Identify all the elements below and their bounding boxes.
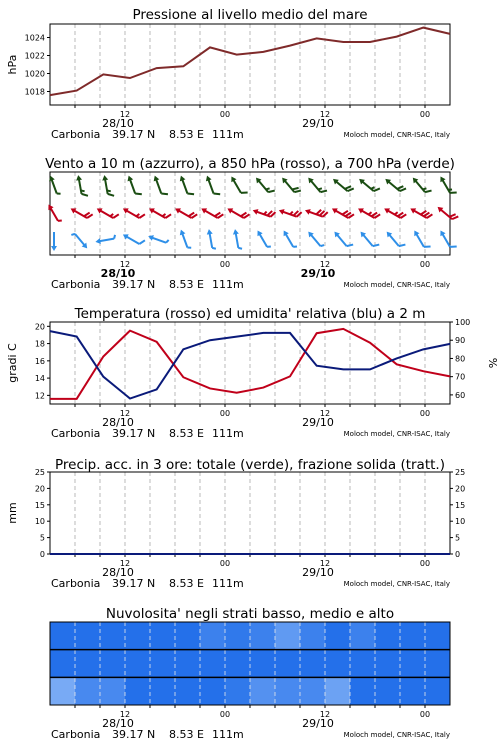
panel-title: Nuvolosita' negli strati basso, medio e alto	[105, 606, 395, 622]
wind-barb	[308, 178, 327, 193]
cloud-cell	[300, 677, 326, 705]
y-tick-label: 16	[34, 356, 45, 366]
wind-barb	[358, 208, 380, 218]
wind-barb	[123, 208, 145, 218]
wind-barb	[95, 235, 115, 244]
y-tick-label-right: 15	[455, 500, 466, 510]
cloud-cell	[400, 677, 426, 705]
wind-barb	[231, 176, 247, 192]
cloud-cell	[250, 677, 276, 705]
y-tick-label: 10	[34, 517, 45, 527]
wind-barb	[49, 176, 60, 194]
wind-barb	[71, 234, 87, 249]
wind-barb	[333, 179, 354, 191]
cloud-cell	[350, 677, 376, 705]
location-name: Carbonia	[51, 728, 101, 741]
x-tick-label: 12	[319, 710, 331, 719]
y-tick-label-right: 100	[455, 318, 471, 327]
date-label: 29/10	[300, 267, 336, 280]
cloud-cell	[275, 650, 301, 678]
cloud-cell	[375, 677, 401, 705]
x-tick-label: 12	[119, 110, 131, 119]
cloud-cell	[300, 650, 326, 678]
y-tick-label: 15	[34, 500, 45, 510]
x-tick-label: 12	[319, 559, 331, 568]
cloud-cell	[425, 677, 451, 705]
cloud-cell	[400, 650, 426, 678]
model-credit: Moloch model, CNR-ISAC, Italy	[343, 731, 450, 739]
cloud-cell	[150, 622, 176, 650]
x-tick-label: 00	[419, 710, 431, 719]
cloud-cell	[350, 622, 376, 650]
x-tick-label: 00	[419, 260, 431, 269]
wind-barb	[284, 230, 297, 246]
wind-barb	[308, 232, 324, 247]
location-lon: 8.53 E	[169, 577, 204, 590]
cloud-cell	[325, 622, 351, 650]
x-tick-label: 00	[219, 110, 231, 119]
date-label: 28/10	[102, 566, 134, 579]
panel-title: Pressione al livello medio del mare	[132, 7, 368, 23]
wind-barb	[410, 208, 432, 218]
plot-frame	[50, 24, 450, 105]
y-tick-label-right: 5	[455, 533, 461, 543]
wind-barb	[123, 234, 145, 244]
location-lon: 8.53 E	[169, 278, 204, 291]
y-tick-label-right: 20	[455, 484, 466, 494]
x-tick-label: 00	[219, 559, 231, 568]
wind-barb	[361, 232, 380, 247]
y-tick-label: 14	[34, 374, 45, 384]
cloud-cell	[200, 622, 226, 650]
x-tick-label: 12	[319, 110, 331, 119]
y-tick-label-right: 80	[455, 354, 466, 364]
location-elev: 111m	[212, 577, 244, 590]
y-axis-label: mm	[6, 502, 19, 524]
wind-barb	[148, 235, 168, 243]
cloud-cell	[200, 650, 226, 678]
wind-barb	[440, 176, 456, 192]
wind-barb	[359, 179, 380, 191]
model-credit: Moloch model, CNR-ISAC, Italy	[343, 580, 450, 588]
x-tick-label: 00	[219, 710, 231, 719]
location-elev: 111m	[212, 728, 244, 741]
cloud-cell	[275, 622, 301, 650]
cloud-cell	[350, 650, 376, 678]
wind-barb	[279, 209, 302, 217]
y-axis-label: gradi C	[6, 343, 19, 383]
cloud-cell	[50, 650, 76, 678]
wind-barb	[206, 176, 220, 195]
wind-barb	[385, 179, 406, 191]
panel-title: Vento a 10 m (azzurro), a 850 hPa (rosso), a 700 hPa (verde)	[45, 156, 455, 172]
date-label: 29/10	[302, 717, 334, 730]
location-elev: 111m	[212, 128, 244, 141]
wind-barb	[253, 209, 276, 217]
location-lon: 8.53 E	[169, 128, 204, 141]
wind-barb	[154, 176, 168, 195]
cloud-cell	[125, 677, 151, 705]
cloud-cell	[150, 650, 176, 678]
cloud-cell	[100, 677, 126, 705]
x-tick-label: 00	[219, 409, 231, 418]
cloud-cell	[250, 622, 276, 650]
wind-barb	[128, 176, 142, 195]
y-tick-label-right: 70	[455, 372, 466, 382]
wind-barb	[76, 175, 88, 196]
cloud-cell	[175, 622, 201, 650]
wind-barb	[149, 208, 171, 218]
cloud-cell	[75, 622, 101, 650]
cloud-cell	[425, 622, 451, 650]
y-tick-label: 20	[34, 484, 45, 494]
cloud-cell	[50, 677, 76, 705]
wind-barb	[51, 232, 57, 251]
x-tick-label: 00	[419, 409, 431, 418]
cloud-cell	[75, 677, 101, 705]
model-credit: Moloch model, CNR-ISAC, Italy	[343, 281, 450, 289]
location-elev: 111m	[212, 278, 244, 291]
date-label: 29/10	[302, 416, 334, 429]
model-credit: Moloch model, CNR-ISAC, Italy	[343, 430, 450, 438]
cloud-cell	[125, 650, 151, 678]
location-name: Carbonia	[51, 577, 101, 590]
wind-barb	[207, 229, 216, 249]
location-name: Carbonia	[51, 128, 101, 141]
x-tick-label: 00	[419, 559, 431, 568]
cloud-cell	[50, 622, 76, 650]
cloud-cell	[375, 650, 401, 678]
location-lat: 39.17 N	[112, 728, 156, 741]
wind-barb	[438, 207, 459, 219]
panel-title: Temperatura (rosso) ed umidita' relativa (blu) a 2 m	[74, 306, 426, 322]
location-lon: 8.53 E	[169, 427, 204, 440]
y-axis-label-right: %	[486, 357, 499, 369]
y-tick-label-right: 10	[455, 517, 466, 527]
wind-barb	[233, 229, 242, 249]
cloud-cell	[100, 650, 126, 678]
x-tick-label: 00	[219, 260, 231, 269]
wind-barb	[201, 208, 223, 218]
y-tick-label: 18	[34, 339, 45, 349]
x-tick-label: 12	[119, 559, 131, 568]
x-tick-label: 12	[119, 710, 131, 719]
cloud-cell	[325, 650, 351, 678]
location-name: Carbonia	[51, 427, 101, 440]
location-lat: 39.17 N	[112, 577, 156, 590]
plot-frame	[50, 472, 450, 554]
date-label: 28/10	[102, 117, 134, 130]
y-axis-label: hPa	[6, 54, 19, 75]
location-lat: 39.17 N	[112, 427, 156, 440]
date-label: 29/10	[302, 117, 334, 130]
wind-barb	[256, 178, 275, 193]
wind-barb	[180, 230, 191, 248]
cloud-cell	[325, 677, 351, 705]
cloud-cell	[225, 650, 251, 678]
cloud-cell	[425, 650, 451, 678]
wind-barb	[102, 175, 114, 196]
x-tick-label: 12	[319, 409, 331, 418]
model-credit: Moloch model, CNR-ISAC, Italy	[343, 131, 450, 139]
x-tick-label: 12	[319, 260, 331, 269]
wind-barb	[71, 208, 93, 218]
panel-title: Precip. acc. in 3 ore: totale (verde), frazione solida (tratt.)	[55, 457, 445, 473]
wind-barb	[282, 178, 301, 193]
cloud-cell	[100, 622, 126, 650]
wind-barb	[387, 232, 406, 247]
y-tick-label: 1024	[24, 33, 45, 43]
date-label: 29/10	[302, 566, 334, 579]
wind-barb	[180, 176, 194, 195]
location-lon: 8.53 E	[169, 728, 204, 741]
y-tick-label-right: 60	[455, 390, 466, 400]
y-tick-label-right: 25	[455, 468, 466, 477]
y-tick-label-right: 0	[455, 550, 461, 559]
location-name: Carbonia	[51, 278, 101, 291]
wind-barb	[332, 208, 354, 218]
date-label: 28/10	[102, 717, 134, 730]
cloud-cell	[250, 650, 276, 678]
cloud-cell	[75, 650, 101, 678]
wind-barb	[305, 209, 328, 217]
y-tick-label: 20	[34, 322, 45, 332]
y-tick-label: 1020	[24, 69, 45, 79]
wind-barb	[227, 208, 249, 218]
x-tick-label: 12	[119, 260, 131, 269]
x-tick-label: 00	[419, 110, 431, 119]
x-tick-label: 12	[119, 409, 131, 418]
cloud-cell	[375, 622, 401, 650]
cloud-cell	[300, 622, 326, 650]
location-lat: 39.17 N	[112, 278, 156, 291]
date-label: 28/10	[102, 416, 134, 429]
y-tick-label: 0	[39, 550, 45, 559]
cloud-cell	[175, 677, 201, 705]
wind-barb	[384, 208, 406, 218]
y-tick-label: 12	[34, 391, 45, 401]
y-tick-label: 1018	[24, 87, 45, 97]
cloud-cell	[150, 677, 176, 705]
cloud-cell	[125, 622, 151, 650]
cloud-cell	[275, 677, 301, 705]
cloud-cell	[175, 650, 201, 678]
y-tick-label: 1022	[24, 51, 45, 61]
wind-barb	[414, 230, 430, 246]
y-tick-label: 5	[39, 533, 45, 543]
cloud-cell	[225, 677, 251, 705]
y-tick-label-right: 90	[455, 336, 466, 346]
wind-barb	[257, 230, 270, 246]
cloud-cell	[400, 622, 426, 650]
location-elev: 111m	[212, 427, 244, 440]
cloud-cell	[225, 622, 251, 650]
date-label: 28/10	[100, 267, 136, 280]
cloud-cell	[200, 677, 226, 705]
wind-barb	[440, 230, 456, 246]
wind-barb	[413, 178, 432, 193]
wind-barb	[175, 208, 197, 218]
location-lat: 39.17 N	[112, 128, 156, 141]
y-tick-label: 25	[34, 468, 45, 477]
